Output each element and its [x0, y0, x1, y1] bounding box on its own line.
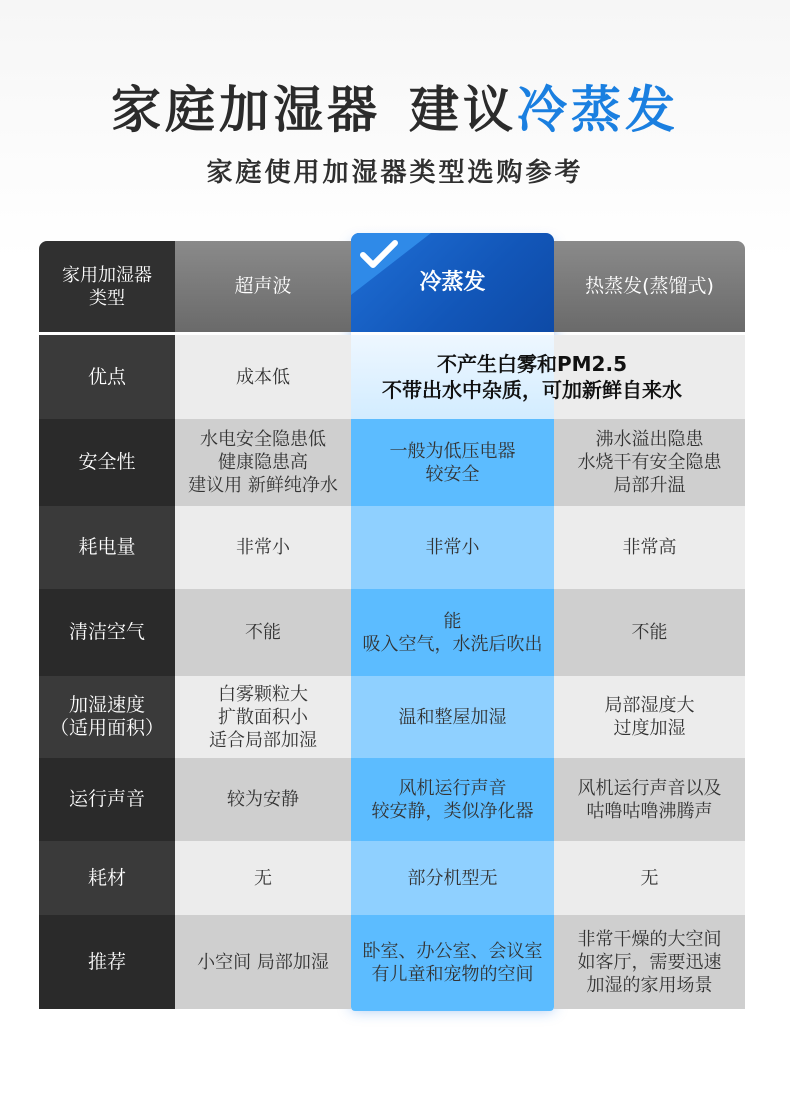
page-subtitle: 家庭使用加湿器类型选购参考 [206, 158, 584, 188]
cell-noise-hot: 风机运行声音以及 咕噜咕噜沸腾声 [554, 758, 745, 841]
row-label-recommend: 推荐 [39, 915, 175, 1009]
page-title [0, 78, 790, 142]
row-label-noise: 运行声音 [39, 758, 175, 841]
cell-consumables-hot: 无 [554, 841, 745, 915]
cell-humidify-speed-cold: 温和整屋加湿 [351, 676, 554, 758]
cell-clean-air-cold: 能 吸入空气，水洗后吹出 [351, 589, 554, 676]
header-cold-evaporation [351, 233, 554, 332]
row-label-clean-air: 清洁空气 [39, 589, 175, 676]
header-cold-evaporation-label: 冷蒸发 [419, 270, 486, 295]
row-label-consumables: 耗材 [39, 841, 175, 915]
row-label-advantages: 优点 [39, 335, 175, 419]
row-label-power: 耗电量 [39, 506, 175, 589]
cell-clean-air-ultrasonic: 不能 [175, 589, 351, 676]
row-label-safety: 安全性 [39, 419, 175, 506]
cell-clean-air-hot: 不能 [554, 589, 745, 676]
cell-power-ultrasonic: 非常小 [175, 506, 351, 589]
cell-noise-cold: 风机运行声音 较安静，类似净化器 [351, 758, 554, 841]
cell-humidify-speed-ultrasonic: 白雾颗粒大 扩散面积小 适合局部加湿 [175, 676, 351, 758]
check-icon [359, 239, 399, 271]
cell-noise-ultrasonic: 较为安静 [175, 758, 351, 841]
cell-recommend-cold: 卧室、办公室、会议室 有儿童和宠物的空间 [351, 915, 554, 1011]
title-part2: 建议 [409, 81, 517, 139]
cell-recommend-ultrasonic: 小空间 局部加湿 [175, 915, 351, 1009]
cell-consumables-cold: 部分机型无 [351, 841, 554, 915]
title-part1: 家庭加湿器 [111, 81, 381, 139]
title-accent: 冷蒸发 [517, 81, 679, 139]
cell-safety-ultrasonic: 水电安全隐患低 健康隐患高 建议用 新鲜纯净水 [175, 419, 351, 506]
cell-recommend-hot: 非常干燥的大空间 如客厅，需要迅速 加湿的家用场景 [554, 915, 745, 1009]
cell-safety-hot: 沸水溢出隐患 水烧干有安全隐患 局部升温 [554, 419, 745, 506]
row-label-humidify-speed: 加湿速度 （适用面积） [39, 676, 175, 758]
cell-power-hot: 非常高 [554, 506, 745, 589]
comparison-table [39, 241, 745, 1009]
cell-advantages-span: 不产生白雾和PM2.5 不带出水中杂质，可加新鲜自来水 [382, 352, 682, 402]
cell-safety-cold: 一般为低压电器 较安全 [351, 419, 554, 506]
header-hot-evaporation: 热蒸发(蒸馏式) [554, 241, 745, 332]
cell-power-cold: 非常小 [351, 506, 554, 589]
header-label: 家用加湿器 类型 [39, 241, 175, 332]
cell-advantages-ultrasonic: 成本低 [175, 335, 351, 419]
cell-consumables-ultrasonic: 无 [175, 841, 351, 915]
cell-humidify-speed-hot: 局部湿度大 过度加湿 [554, 676, 745, 758]
check-badge [351, 233, 431, 295]
header-ultrasonic: 超声波 [175, 241, 351, 332]
